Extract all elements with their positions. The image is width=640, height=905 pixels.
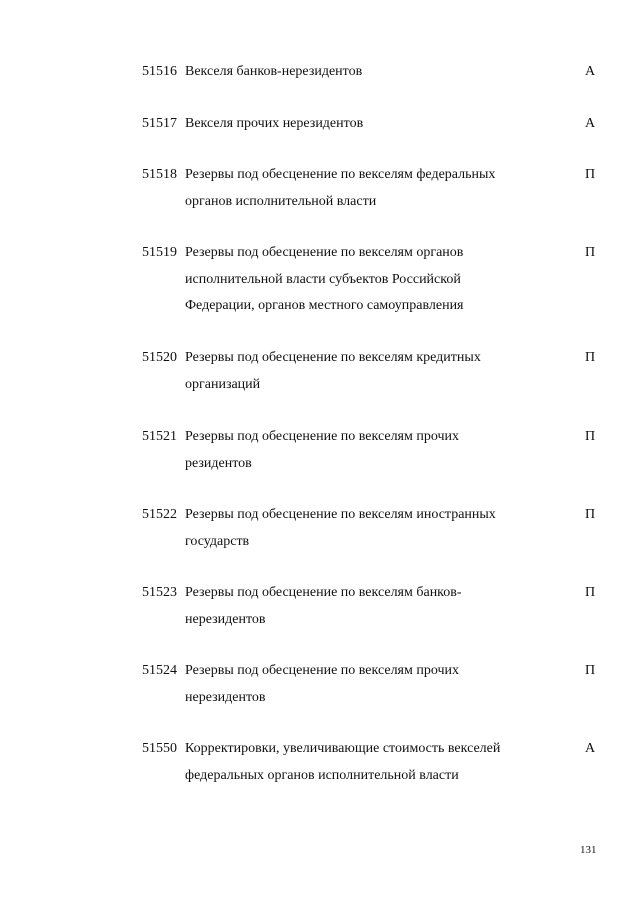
description-line: Векселя банков-нерезидентов — [185, 64, 363, 79]
account-code: 51520 — [142, 350, 177, 365]
account-description — [185, 240, 530, 320]
description-line: Резервы под обесценение по векселям органов — [185, 245, 464, 260]
account-type: П — [584, 429, 596, 444]
account-description — [185, 424, 530, 477]
description-line: федеральных органов исполнительной власти — [185, 767, 459, 783]
description-line: резидентов — [185, 455, 252, 471]
account-type: П — [584, 585, 596, 600]
description-line: государств — [185, 533, 250, 549]
description-line: Корректировки, увеличивающие стоимость векселей — [185, 741, 501, 756]
account-type: П — [584, 663, 596, 678]
account-description — [185, 736, 530, 789]
description-line: Резервы под обесценение по векселям банков- — [185, 585, 462, 600]
account-description — [185, 111, 530, 138]
account-code: 51517 — [142, 116, 177, 131]
description-line: Резервы под обесценение по векселям прочих — [185, 429, 460, 444]
account-type: П — [584, 507, 596, 522]
account-type: П — [584, 245, 596, 260]
account-description — [185, 502, 530, 555]
account-code: 51550 — [142, 741, 177, 756]
account-type: П — [584, 167, 596, 182]
account-code: 51518 — [142, 167, 177, 182]
account-code: 51522 — [142, 507, 177, 522]
description-line: нерезидентов — [185, 689, 266, 705]
account-code: 51516 — [142, 64, 177, 79]
account-description — [185, 162, 530, 215]
account-code: 51519 — [142, 245, 177, 260]
account-code: 51521 — [142, 429, 177, 444]
description-line: Федерации, органов местного самоуправления — [185, 298, 464, 313]
description-line: Векселя прочих нерезидентов — [185, 116, 364, 131]
account-code: 51524 — [142, 663, 177, 678]
account-description — [185, 345, 530, 398]
description-line: нерезидентов — [185, 611, 266, 627]
account-type: А — [584, 741, 596, 756]
description-line: органов исполнительной власти — [185, 193, 377, 209]
description-line: исполнительной власти субъектов Российской — [185, 271, 461, 287]
page-number: 131 — [580, 844, 597, 856]
description-line: Резервы под обесценение по векселям кредитных — [185, 350, 481, 365]
account-type: П — [584, 350, 596, 365]
description-line: Резервы под обесценение по векселям прочих — [185, 663, 460, 678]
account-description — [185, 658, 530, 711]
account-type: А — [584, 64, 596, 79]
description-line: Резервы под обесценение по векселям федеральных — [185, 167, 496, 182]
description-line: Резервы под обесценение по векселям иностранных — [185, 507, 496, 522]
account-description — [185, 580, 530, 633]
account-type: А — [584, 116, 596, 131]
description-line: организаций — [185, 376, 261, 392]
account-description — [185, 59, 530, 86]
account-code: 51523 — [142, 585, 177, 600]
